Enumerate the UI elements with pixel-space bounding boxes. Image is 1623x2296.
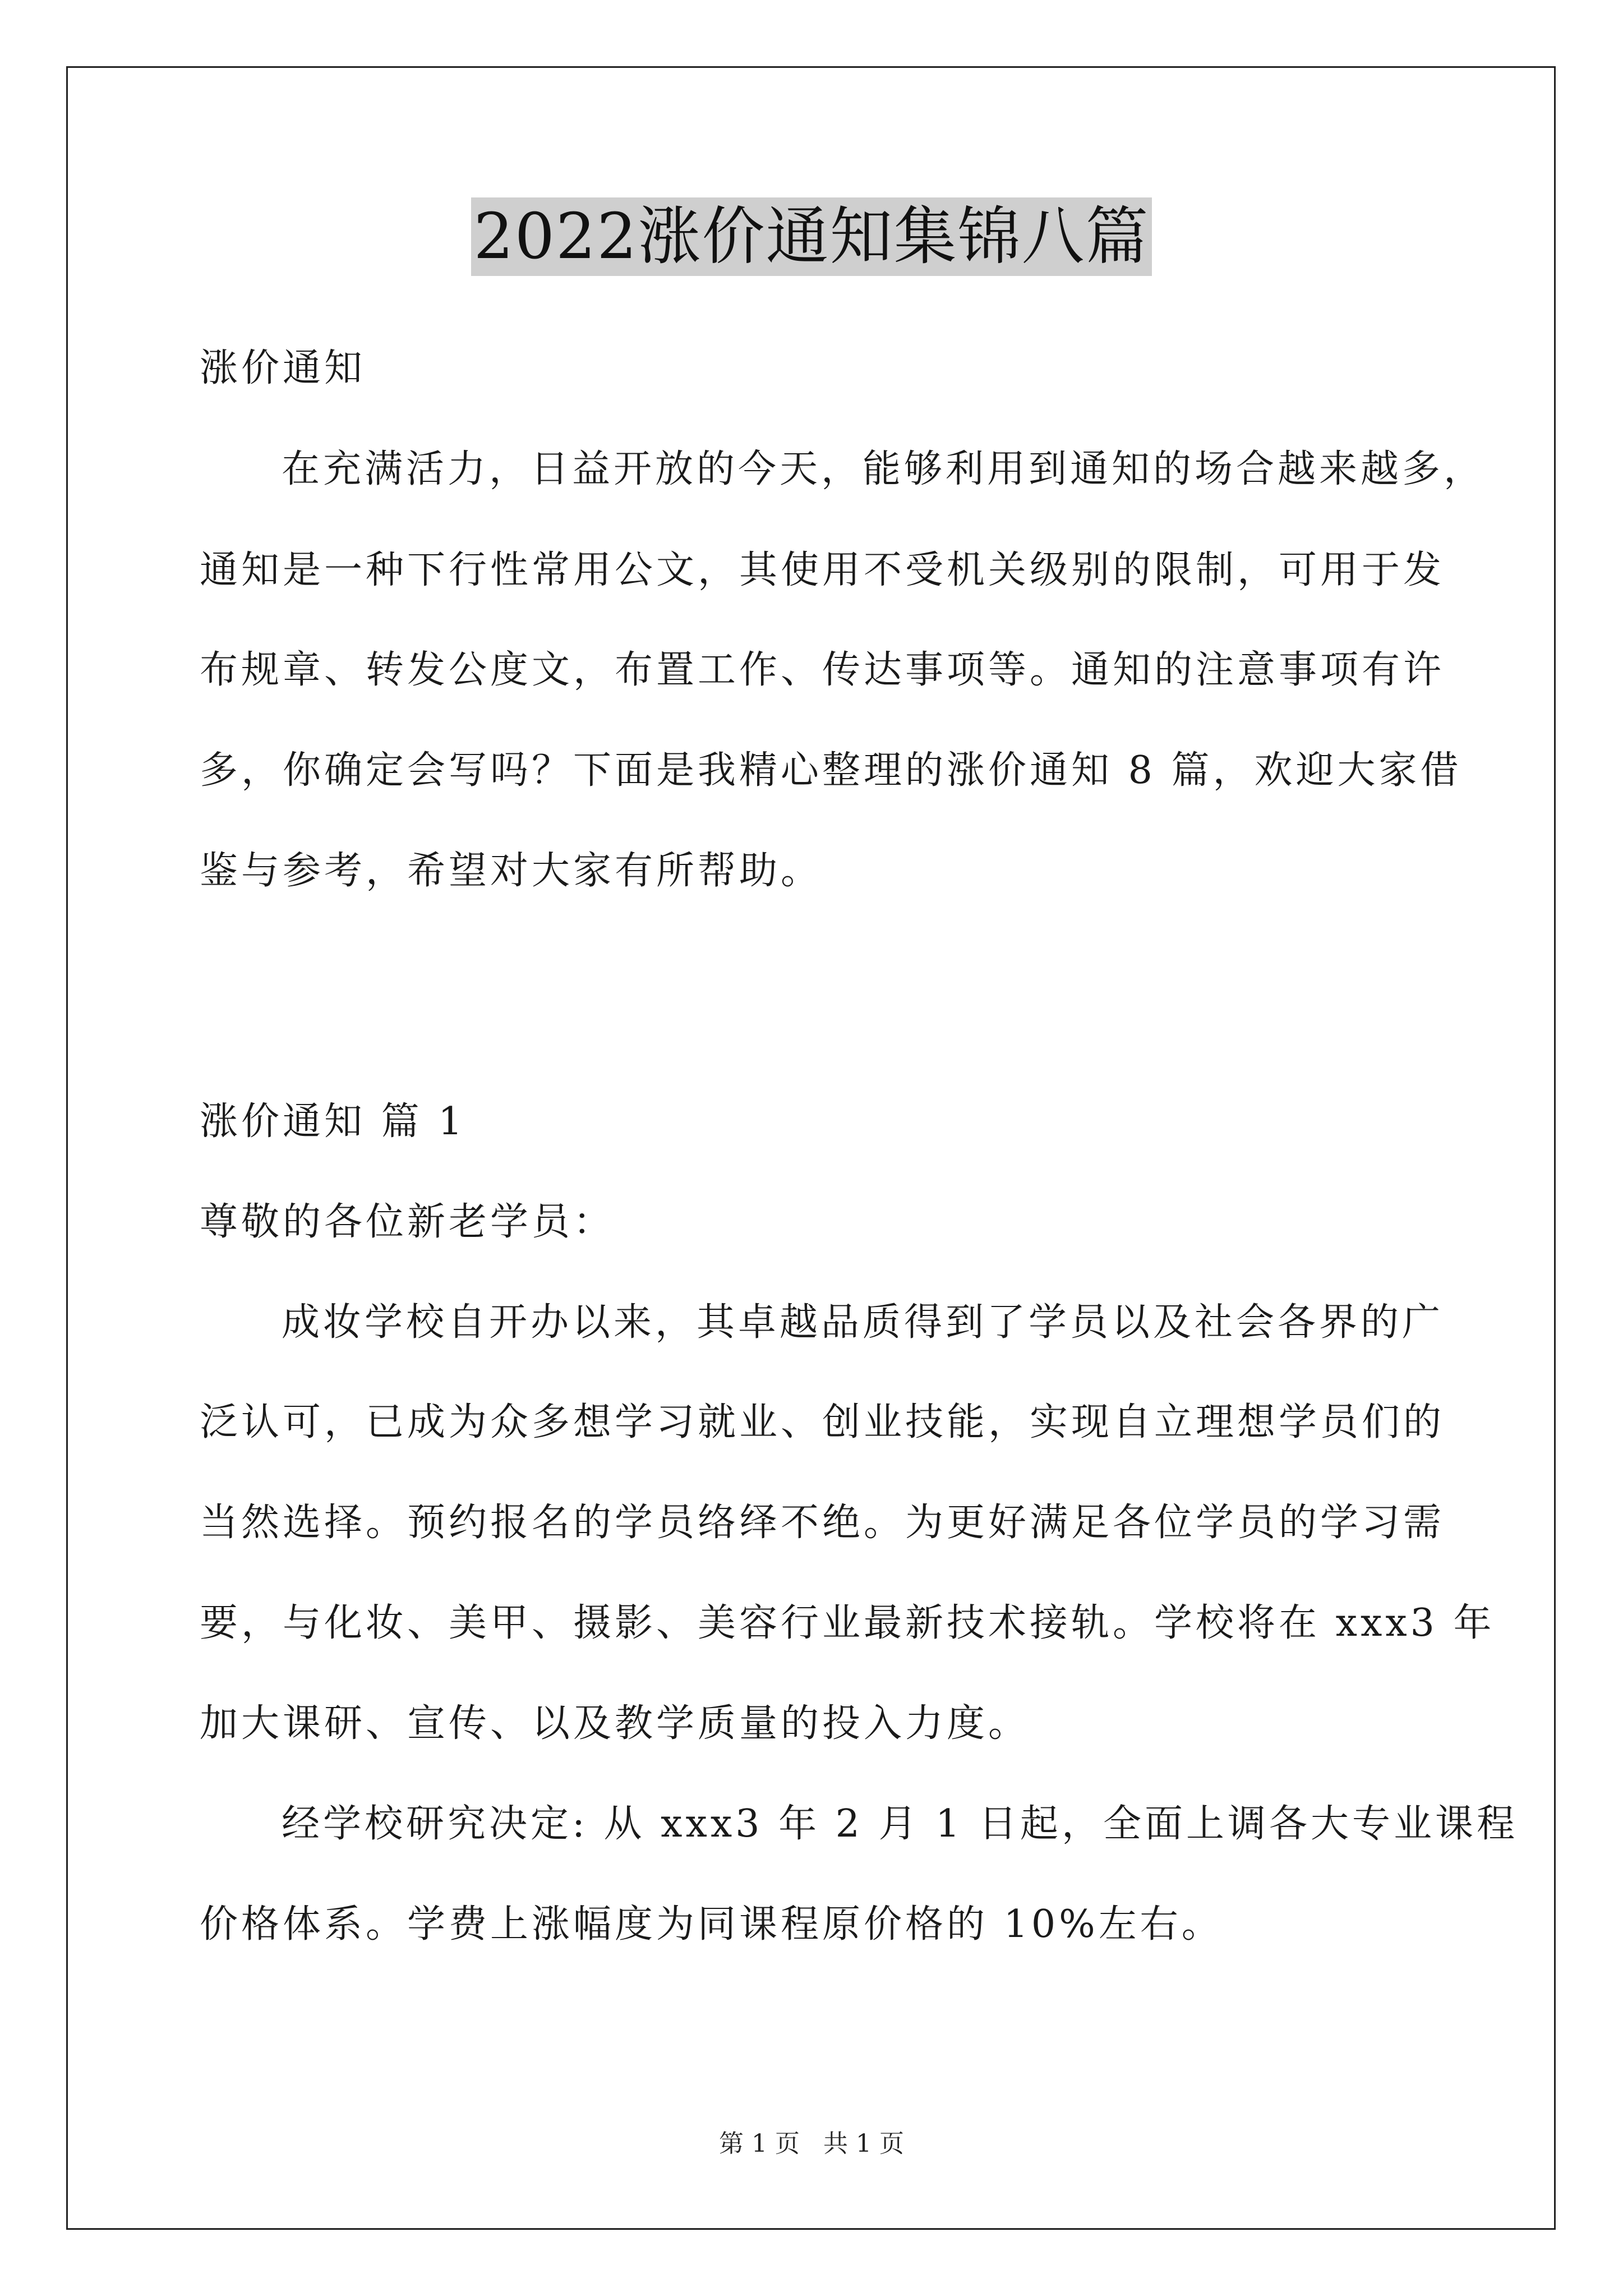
section-heading: 涨价通知 篇 1 bbox=[200, 1099, 466, 1144]
salutation: 尊敬的各位新老学员： bbox=[200, 1200, 615, 1244]
paragraph-line: 多，你确定会写吗？下面是我精心整理的涨价通知 8 篇，欢迎大家借 bbox=[200, 748, 1462, 793]
section-heading: 涨价通知 bbox=[200, 346, 366, 390]
paragraph-line: 布规章、转发公度文，布置工作、传达事项等。通知的注意事项有许 bbox=[200, 648, 1445, 692]
page-footer bbox=[0, 2127, 1623, 2161]
paragraph-line: 成妆学校自开办以来，其卓越品质得到了学员以及社会各界的广 bbox=[282, 1300, 1444, 1345]
page-total: 共 1 页 bbox=[823, 2129, 904, 2158]
paragraph-line: 泛认可，已成为众多想学习就业、创业技能，实现自立理想学员们的 bbox=[200, 1400, 1445, 1444]
paragraph-line: 在充满活力，日益开放的今天，能够利用到通知的场合越来越多， bbox=[282, 447, 1486, 491]
paragraph-line: 价格体系。学费上涨幅度为同课程原价格的 10%左右。 bbox=[200, 1902, 1223, 1947]
paragraph-line: 要，与化妆、美甲、摄影、美容行业最新技术接轨。学校将在 xxx3 年 bbox=[200, 1601, 1495, 1645]
paragraph-line: 加大课研、宣传、以及教学质量的投入力度。 bbox=[200, 1701, 1030, 1746]
paragraph-line: 经学校研究决定: 从 xxx3 年 2 月 1 日起，全面上调各大专业课程 bbox=[282, 1802, 1519, 1846]
title-container bbox=[0, 197, 1623, 276]
paragraph-line: 通知是一种下行性常用公文，其使用不受机关级别的限制，可用于发 bbox=[200, 548, 1445, 592]
page-number: 第 1 页 bbox=[719, 2129, 800, 2158]
document-title: 2022涨价通知集锦八篇 bbox=[471, 197, 1151, 276]
paragraph-line: 鉴与参考，希望对大家有所帮助。 bbox=[200, 849, 823, 893]
paragraph-line: 当然选择。预约报名的学员络绎不绝。为更好满足各位学员的学习需 bbox=[200, 1501, 1445, 1545]
